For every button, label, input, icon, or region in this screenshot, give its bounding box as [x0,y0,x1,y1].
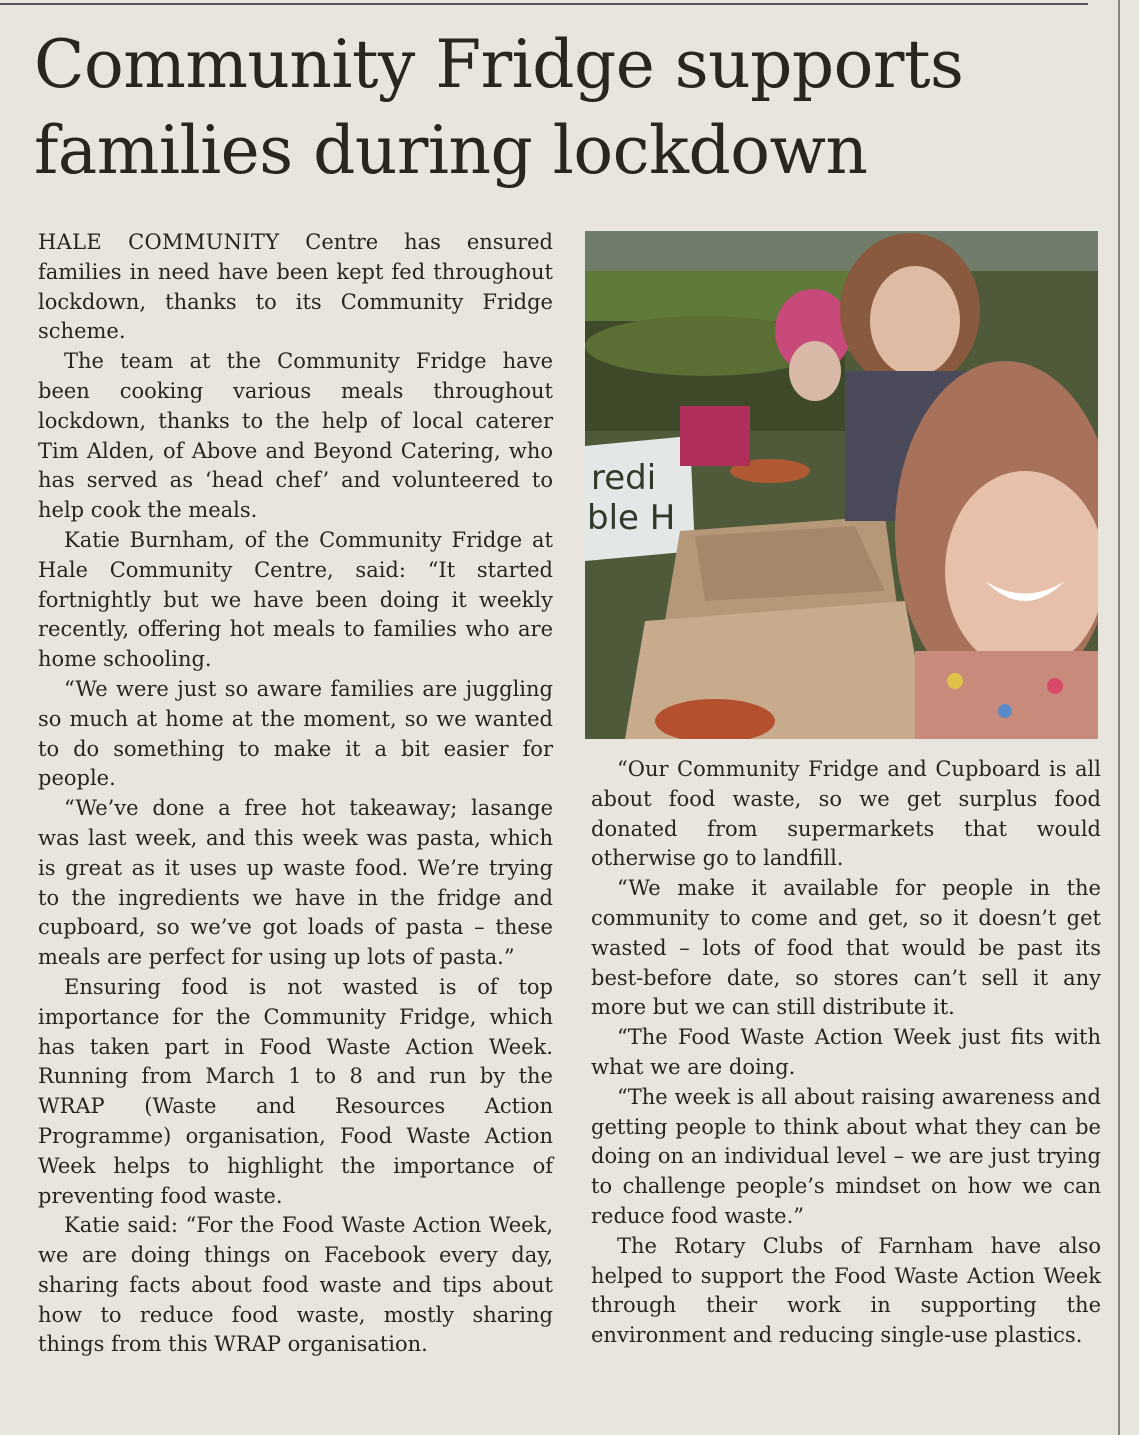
paragraph: The team at the Community Fridge have been cooking various meals throughout lockdown, thanks to the help of local caterer Tim Alden, of Above and Beyond Catering, who has served as ‘head chef’ and volunteered to help cook the meals. [38,349,553,523]
paragraph: “We make it available for people in the community to come and get, so it doesn’t get wasted – lots of food that would be past its best-before date, so stores can’t sell it any more but we can still distribute it. [591,876,1101,1020]
paragraph: The Rotary Clubs of Farnham have also helped to support the Food Waste Action Week through their work in supporting the environment and reducing single-use plastics. [591,1233,1101,1348]
paragraph: HALE COMMUNITY Centre has ensured families in need have been kept fed throughout lockdown, thanks to its Community Fridge scheme. [38,230,553,344]
headline-line-1: Community Fridge supports [34,26,964,103]
paragraph: “We were just so aware families are juggling so much at home at the moment, so we wanted to do something to make it a bit easier for people. [38,676,553,791]
paragraph: “The Food Waste Action Week just fits with what we are doing. [591,1025,1101,1079]
paragraph: Ensuring food is not wasted is of top importance for the Community Fridge, which has taken part in Food Waste Action Week. Running from March 1 to 8 and run by the WRAP (Waste and Resources Action Programme) organisation, Food Waste Action Week helps to highlight the importance of preventing food waste. [38,974,553,1208]
article-photo [585,231,1098,739]
sign-text-2: ble H [587,498,676,538]
paragraph: Katie said: “For the Food Waste Action Week, we are doing things on Facebook every day, sharing facts about food waste and tips about how to reduce food waste, mostly sharing things from this WRAP organisation. [38,1213,553,1357]
headline-line-2: families during lockdown [34,112,868,189]
photo-illustration [585,231,1098,739]
lead-caps: HALE COMMUNITY [38,230,280,254]
headline [34,22,1104,194]
paragraph: “We’ve done a free hot takeaway; lasange was last week, and this week was pasta, which is great as it uses up waste food. We’re trying to the ingredients we have in the fridge and cupboard, so we’ve got loads of pasta – these meals are perfect for using up lots of pasta.” [38,796,553,970]
paragraph: “Our Community Fridge and Cupboard is all about food waste, so we get surplus food donated from supermarkets that would otherwise go to landfill. [591,757,1101,871]
article-column-left [38,228,553,1360]
top-rule [0,3,1088,5]
paragraph: “The week is all about raising awareness and getting people to think about what they can be doing on an individual level – we are just trying to challenge people’s mindset on how we can reduce food waste.” [591,1084,1101,1228]
article-column-right [591,755,1101,1351]
column-rule [1118,0,1120,1435]
sign-text-1: redi [591,458,657,498]
paragraph: Katie Burnham, of the Community Fridge at Hale Community Centre, said: “It started fortnightly but we have been doing it weekly recently, offering hot meals to families who are home schooling. [38,527,553,672]
